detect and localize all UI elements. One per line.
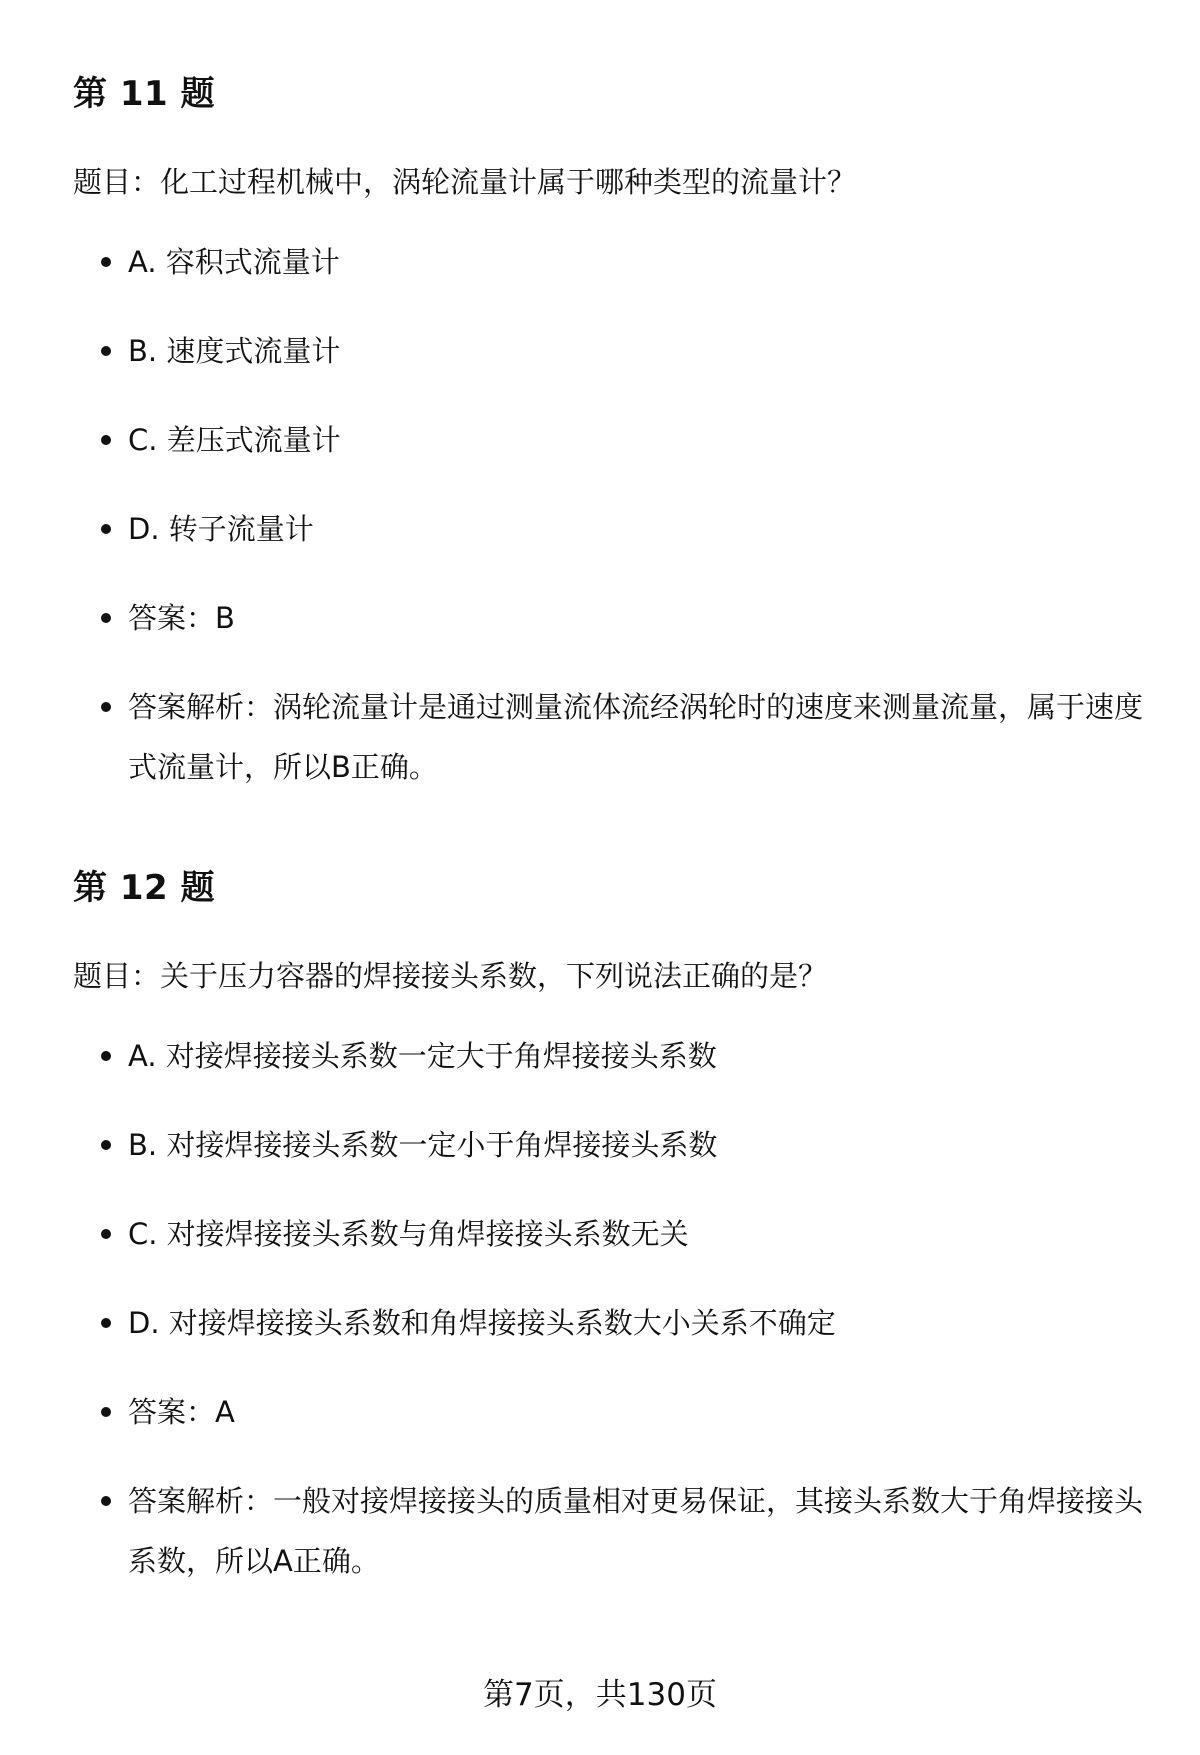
option-item: D. 对接焊接接头系数和角焊接接头系数大小关系不确定 <box>128 1293 1148 1353</box>
question-stem: 题目：关于压力容器的焊接接头系数，下列说法正确的是？ <box>73 959 828 993</box>
option-item: C. 差压式流量计 <box>128 410 1148 470</box>
answer-item: 答案：A <box>128 1382 1148 1442</box>
question-heading: 第 11 题 <box>73 74 215 114</box>
option-item: B. 速度式流量计 <box>128 321 1148 381</box>
explanation-item: 答案解析：一般对接焊接接头的质量相对更易保证，其接头系数大于角焊接接头系数，所以A正确。 <box>128 1471 1148 1591</box>
explanation-item: 答案解析：涡轮流量计是通过测量流体流经涡轮时的速度来测量流量，属于速度式流量计，所以B正确。 <box>128 677 1148 797</box>
question-12 <box>73 866 1148 1578</box>
question-heading: 第 12 题 <box>73 868 215 908</box>
option-item: A. 容积式流量计 <box>128 232 1148 292</box>
option-item: A. 对接焊接接头系数一定大于角焊接接头系数 <box>128 1026 1148 1086</box>
option-item: B. 对接焊接接头系数一定小于角焊接接头系数 <box>128 1115 1148 1175</box>
option-item: C. 对接焊接接头系数与角焊接接头系数无关 <box>128 1204 1148 1264</box>
answer-item: 答案：B <box>128 588 1148 648</box>
question-stem: 题目：化工过程机械中，涡轮流量计属于哪种类型的流量计？ <box>73 165 857 199</box>
page-number: 第7页，共130页 <box>483 1677 717 1713</box>
option-item: D. 转子流量计 <box>128 499 1148 559</box>
question-11 <box>73 72 1148 784</box>
